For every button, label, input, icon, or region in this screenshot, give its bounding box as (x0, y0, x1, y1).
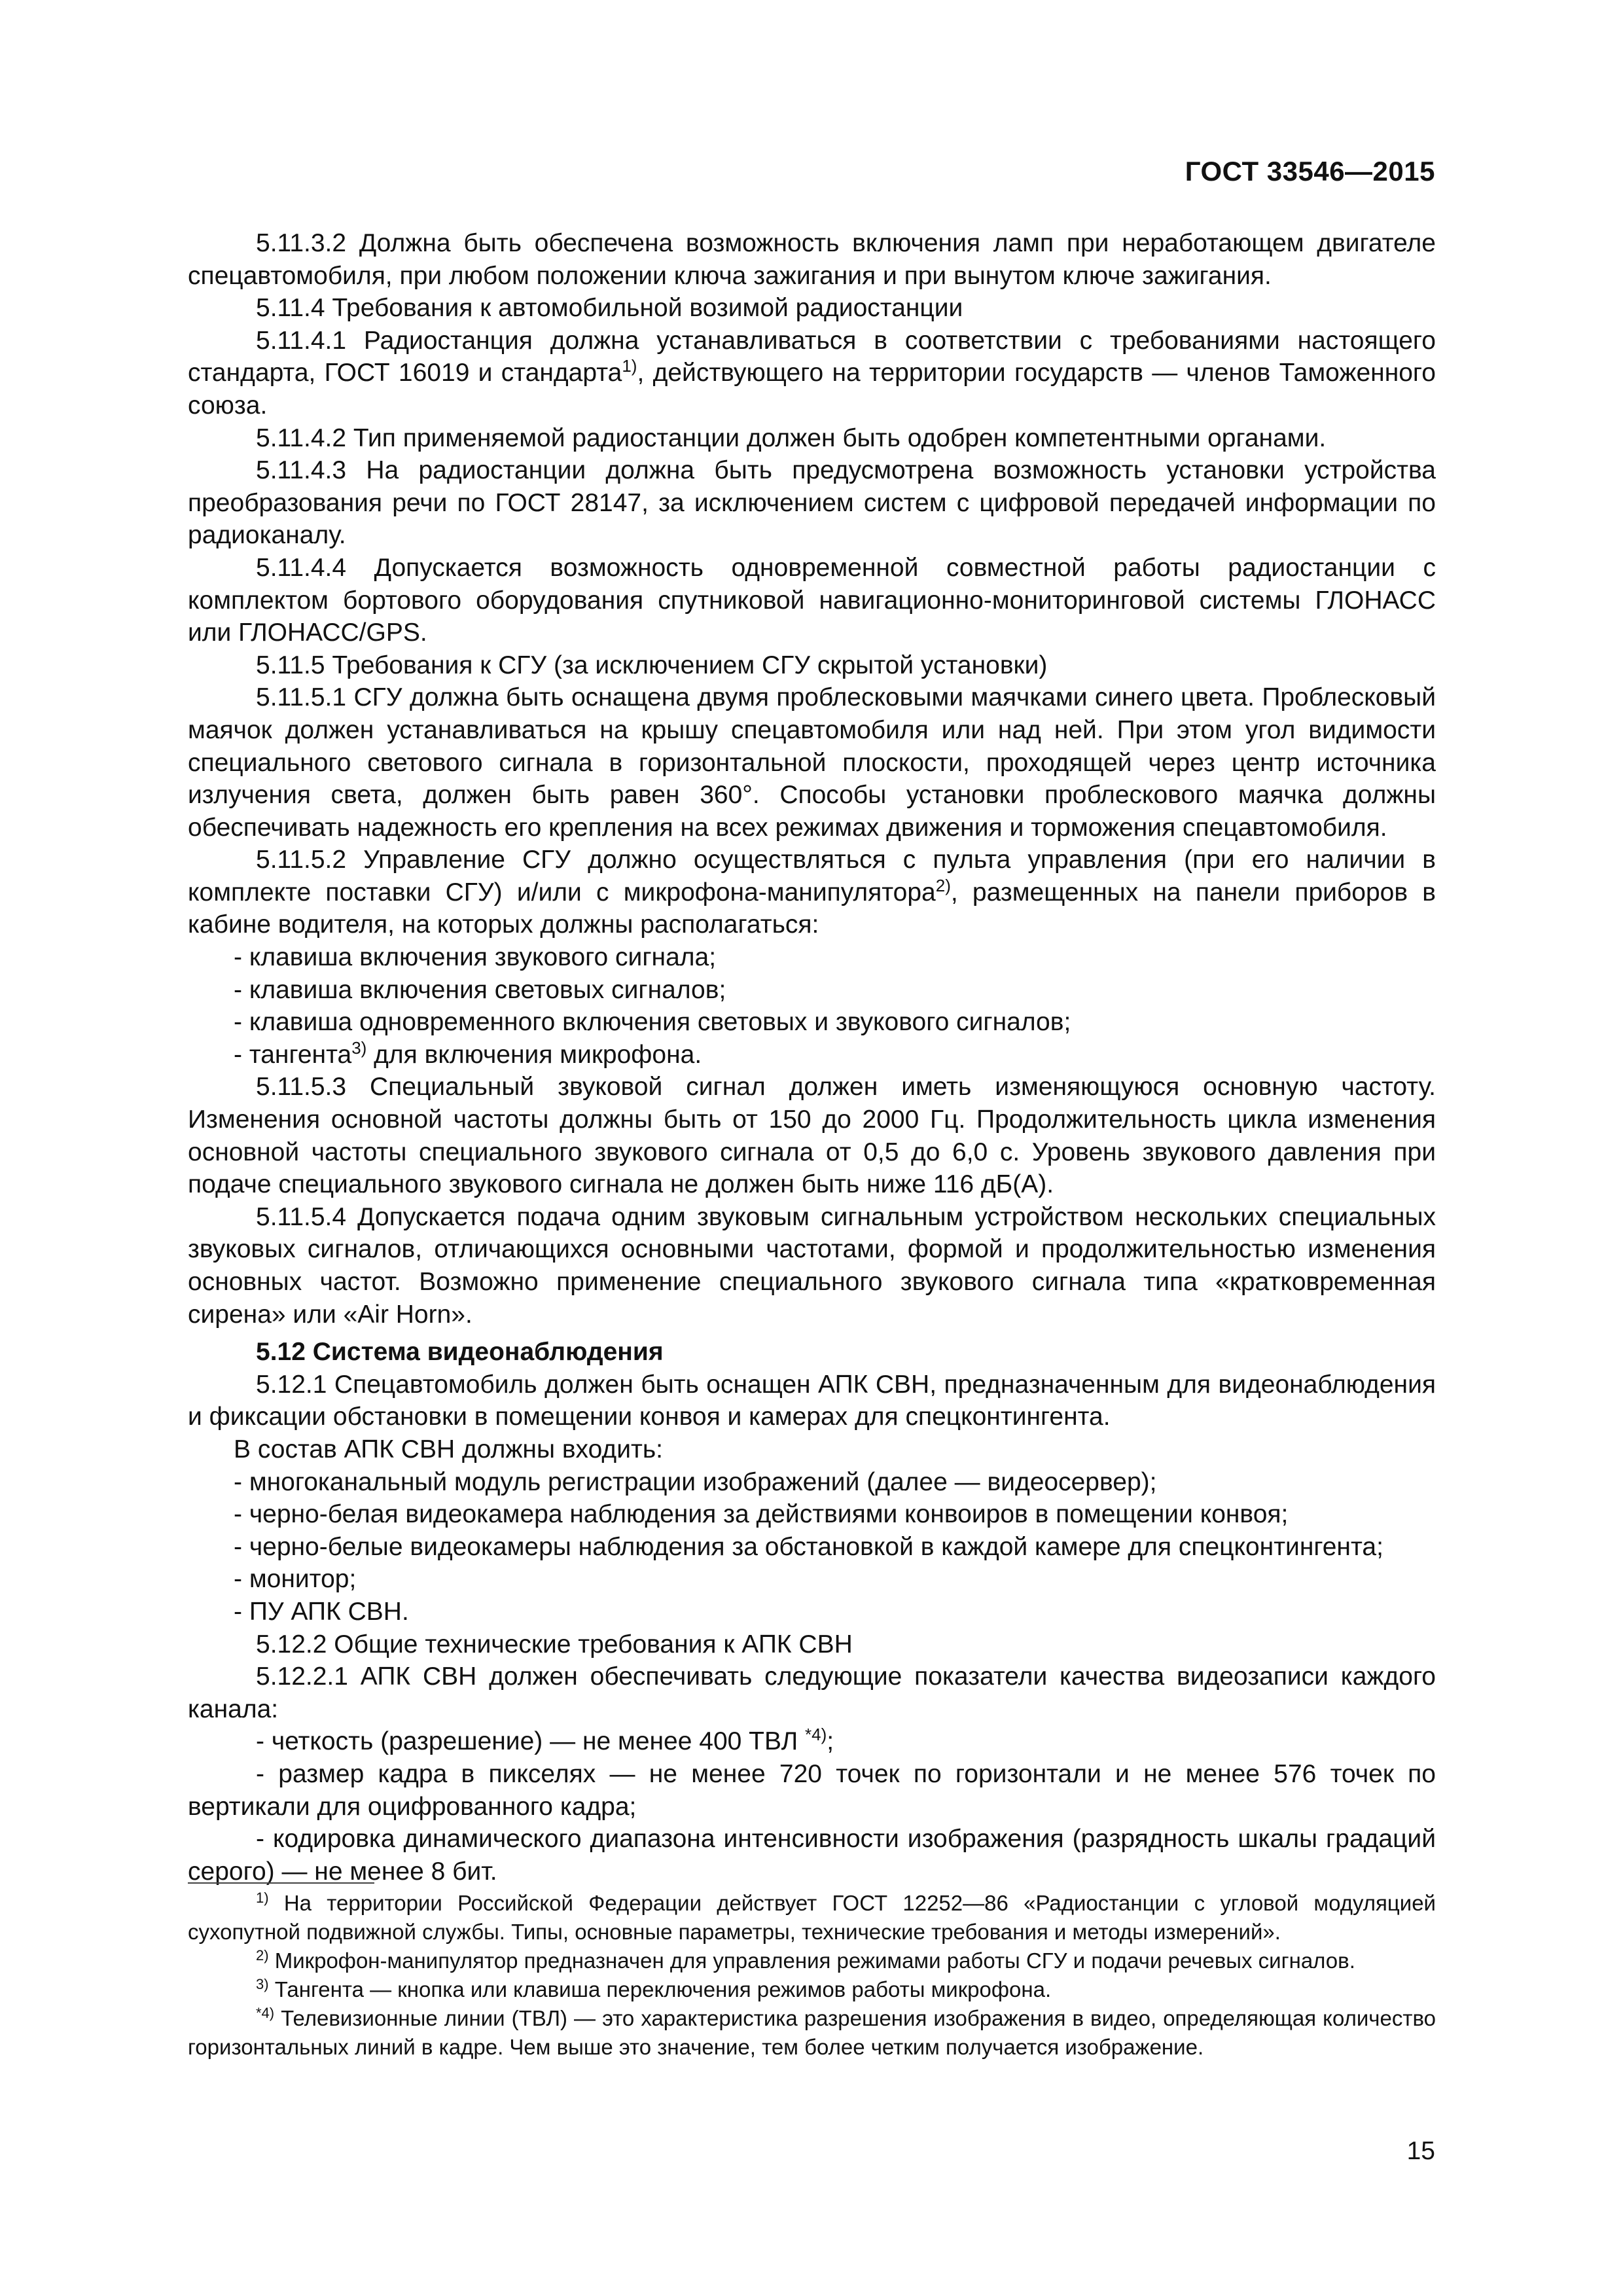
paragraph-text: 5.11.5.2 Управление СГУ должно осуществляться с пульта управления (при его наличии в комплекте поставки СГУ) и/или с микрофона-манипулятора (188, 846, 1436, 906)
list-item-text: - четкость (разрешение) — не менее 400 ТВЛ (256, 1727, 805, 1756)
footnote-separator (188, 1882, 374, 1884)
paragraph-5-11-4-1 (188, 325, 1436, 422)
list-item-text: ; (827, 1727, 834, 1756)
footnote-text: На территории Российской Федерации действует ГОСТ 12252—86 «Радиостанции с угловой модуляцией сухопутной подвижной службы. Типы, основные параметры, технические требования и методы измерений». (188, 1891, 1436, 1944)
document-body (188, 227, 1436, 1888)
footnote-mark: 3) (256, 1976, 269, 1992)
paragraph-5-11-4-2: 5.11.4.2 Тип применяемой радиостанции должен быть одобрен компетентными органами. (256, 423, 1327, 452)
footnote-3 (188, 1975, 1436, 2004)
paragraph-text: , размещенных на панели приборов в кабине водителя, на которых должны располагаться: (188, 878, 1436, 939)
paragraph-text: 5.11.4.1 Радиостанция должна устанавливаться в соответствии с требованиями настоящего стандарта, ГОСТ 16019 и стандарта (188, 326, 1436, 387)
footnote-ref: 3) (351, 1037, 367, 1058)
footnote-text: Телевизионные линии (ТВЛ) — это характеристика разрешения изображения в видео, определяющая количество горизонтальных линий в кадре. Чем выше это значение, тем более четким получается изображение. (188, 2006, 1436, 2059)
footnotes (188, 1889, 1436, 2062)
list-item-text: для включения микрофона. (366, 1040, 702, 1069)
paragraph-5-11-5-4: 5.11.5.4 Допускается подача одним звуковым сигнальным устройством нескольких специальных звуковых сигналов, отличающихся основными частотами, формой и продолжительностью изменения основных частот. Возможно применение специального звукового сигнала типа «кратковременная сирена» или «Air Horn». (188, 1202, 1436, 1329)
footnote-1 (188, 1889, 1436, 1946)
paragraph-5-11-5-3: 5.11.5.3 Специальный звуковой сигнал должен иметь изменяющуюся основную частоту. Изменения основной частоты должны быть от 150 до 2000 Гц. Продолжительность цикла изменения основной частоты специального звукового сигнала от 0,5 до 6,0 с. Уровень звукового давления при подаче специального звукового сигнала не должен быть ниже 116 дБ(А). (188, 1073, 1436, 1199)
document-header: ГОСТ 33546—2015 (1185, 156, 1435, 187)
list-item: - ПУ АПК СВН. (234, 1597, 409, 1626)
paragraph-5-12-2: 5.12.2 Общие технические требования к АПК СВН (256, 1630, 853, 1659)
list-item: - черно-белая видеокамера наблюдения за действиями конвоиров в помещении конвоя; (234, 1500, 1289, 1529)
footnote-4 (188, 2004, 1436, 2062)
paragraph-5-11-4-3: 5.11.4.3 На радиостанции должна быть предусмотрена возможность установки устройства преобразования речи по ГОСТ 28147, за исключением систем с цифровой передачей информации по радиоканалу. (188, 456, 1436, 550)
paragraph-5-11-5: 5.11.5 Требования к СГУ (за исключением СГУ скрытой установки) (256, 651, 1048, 679)
paragraph-5-11-4: 5.11.4 Требования к автомобильной возимой радиостанции (256, 294, 963, 323)
footnote-2 (188, 1946, 1436, 1975)
footnote-mark: 2) (256, 1947, 269, 1964)
footnote-text: Микрофон-манипулятор предназначен для управления режимами работы СГУ и подачи речевых сигналов. (268, 1948, 1355, 1973)
list-item (188, 1725, 1436, 1758)
list-item-text: - тангента (234, 1040, 352, 1069)
paragraph-5-11-3-2: 5.11.3.2 Должна быть обеспечена возможность включения ламп при неработающем двигателе спецавтомобиля, при любом положении ключа зажигания и при вынутом ключе зажигания. (188, 229, 1436, 290)
paragraph-5-11-4-4: 5.11.4.4 Допускается возможность одновременной совместной работы радиостанции с комплектом бортового оборудования спутниковой навигационно-мониторинговой системы ГЛОНАСС или ГЛОНАСС/GPS. (188, 553, 1436, 647)
paragraph-5-11-5-2 (188, 844, 1436, 941)
list-item: - размер кадра в пикселях — не менее 720 точек по горизонтали и не менее 576 точек по вертикали для оцифрованного кадра; (188, 1759, 1436, 1821)
paragraph-5-12-1: 5.12.1 Спецавтомобиль должен быть оснащен АПК СВН, предназначенным для видеонаблюдения и фиксации обстановки в помещении конвоя и камерах для спецконтингента. (188, 1370, 1436, 1431)
paragraph-5-12-2-1: 5.12.2.1 АПК СВН должен обеспечивать следующие показатели качества видеозаписи каждого канала: (188, 1662, 1436, 1723)
paragraph-5-11-5-1: 5.11.5.1 СГУ должна быть оснащена двумя проблесковыми маячками синего цвета. Проблесковый маячок должен устанавливаться на крышу спецавтомобиля или над ней. При этом угол видимости специального светового сигнала в горизонтальной плоскости, проходящей через центр источника излучения света, должен быть равен 360°. Способы установки проблескового маячка должны обеспечивать надежность его крепления на всех режимах движения и торможения спецавтомобиля. (188, 683, 1436, 842)
list-item: - клавиша одновременного включения световых и звукового сигналов; (234, 1008, 1071, 1037)
footnote-ref: 1) (622, 356, 637, 376)
footnote-mark: *4) (256, 2005, 275, 2021)
list-item: - монитор; (234, 1565, 357, 1594)
footnote-mark: 1) (256, 1890, 269, 1906)
list-item: - клавиша включения световых сигналов; (234, 975, 726, 1004)
list-item (188, 1039, 1436, 1071)
list-item: - черно-белые видеокамеры наблюдения за обстановкой в каждой камере для спецконтингента; (234, 1532, 1383, 1561)
list-item: - кодировка динамического диапазона интенсивности изображения (разрядность шкалы градаций серого) — не менее 8 бит. (188, 1825, 1436, 1886)
paragraph-text: , действующего на территории государств — членов Таможенного союза. (188, 359, 1436, 420)
section-heading: 5.12 Система видеонаблюдения (256, 1338, 664, 1367)
list-item: - многоканальный модуль регистрации изображений (далее — видеосервер); (234, 1467, 1157, 1496)
footnote-text: Тангента — кнопка или клавиша переключения режимов работы микрофона. (268, 1977, 1052, 2001)
list-intro: В состав АПК СВН должны входить: (234, 1435, 663, 1463)
page-number: 15 (1406, 2137, 1435, 2165)
footnote-ref: 2) (935, 875, 951, 895)
footnote-ref: *4) (805, 1725, 827, 1745)
list-item: - клавиша включения звукового сигнала; (234, 943, 717, 972)
